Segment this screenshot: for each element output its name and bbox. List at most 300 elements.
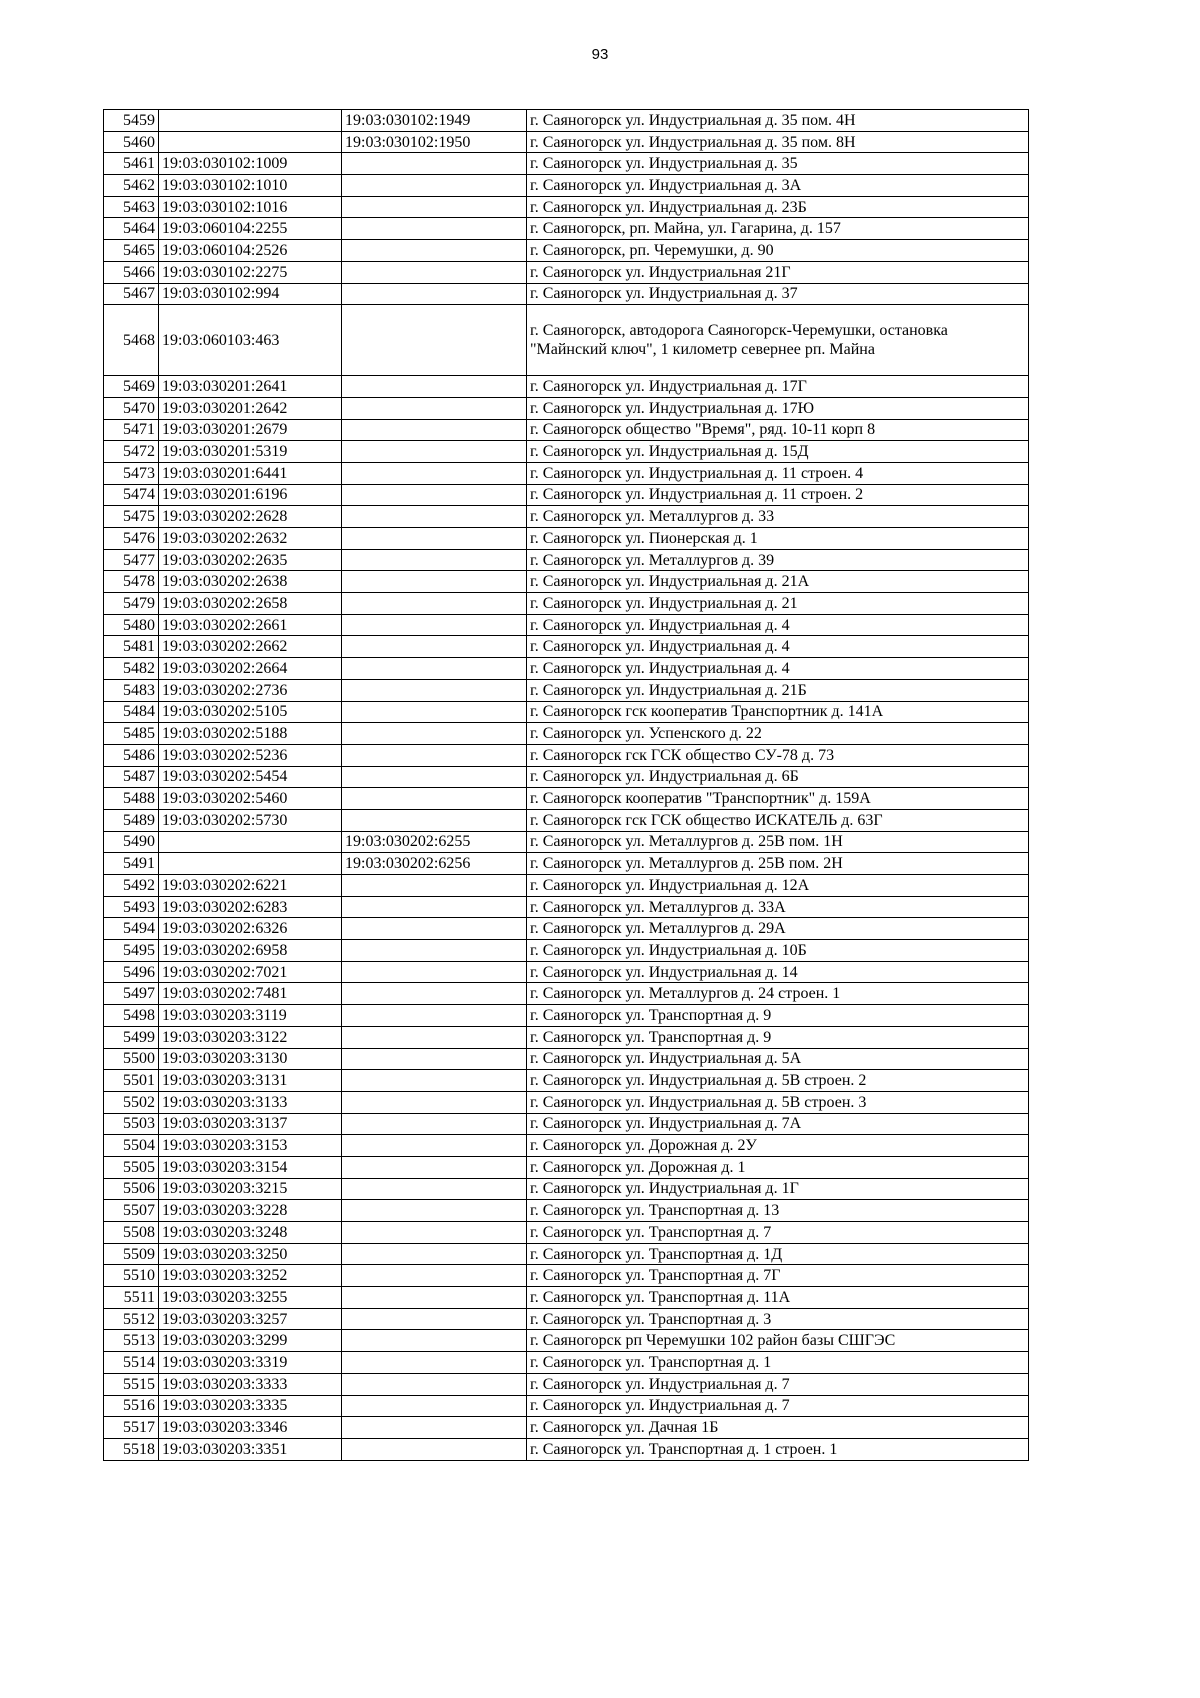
cadastral-number-cell — [159, 131, 342, 153]
cadastral-number-cell: 19:03:030203:3248 — [159, 1222, 342, 1244]
address-cell: г. Саяногорск ул. Индустриальная д. 14 — [527, 961, 1029, 983]
row-number-cell: 5461 — [104, 153, 159, 175]
table-row — [104, 305, 1029, 376]
address-cell: г. Саяногорск ул. Индустриальная д. 35 — [527, 153, 1029, 175]
cadastral-number-cell: 19:03:030203:3257 — [159, 1308, 342, 1330]
table-row — [104, 983, 1029, 1005]
address-cell: г. Саяногорск ул. Индустриальная д. 17Ю — [527, 397, 1029, 419]
cadastral-number-cell — [159, 831, 342, 853]
cadastral-number-cell: 19:03:030203:3252 — [159, 1265, 342, 1287]
cadastral-number-cell: 19:03:030202:5460 — [159, 788, 342, 810]
address-cell: г. Саяногорск ул. Металлургов д. 39 — [527, 549, 1029, 571]
address-cell: г. Саяногорск ул. Индустриальная д. 21А — [527, 571, 1029, 593]
row-number-cell: 5470 — [104, 397, 159, 419]
premises-cadastral-number-cell — [342, 918, 527, 940]
table-row — [104, 1200, 1029, 1222]
cadastral-number-cell: 19:03:030102:1016 — [159, 196, 342, 218]
table-row — [104, 283, 1029, 305]
row-number-cell: 5500 — [104, 1048, 159, 1070]
premises-cadastral-number-cell — [342, 1265, 527, 1287]
premises-cadastral-number-cell: 19:03:030102:1949 — [342, 110, 527, 132]
premises-cadastral-number-cell — [342, 462, 527, 484]
table-row — [104, 593, 1029, 615]
cadastral-number-cell: 19:03:030203:3228 — [159, 1200, 342, 1222]
premises-cadastral-number-cell — [342, 1091, 527, 1113]
row-number-cell: 5506 — [104, 1178, 159, 1200]
table-row — [104, 744, 1029, 766]
row-number-cell: 5460 — [104, 131, 159, 153]
cadastral-number-cell: 19:03:030202:2638 — [159, 571, 342, 593]
cadastral-number-cell: 19:03:030203:3319 — [159, 1352, 342, 1374]
address-cell: г. Саяногорск ул. Индустриальная д. 1Г — [527, 1178, 1029, 1200]
premises-cadastral-number-cell — [342, 1395, 527, 1417]
premises-cadastral-number-cell — [342, 1308, 527, 1330]
address-cell: г. Саяногорск ул. Индустриальная д. 7 — [527, 1373, 1029, 1395]
row-number-cell: 5464 — [104, 218, 159, 240]
address-cell: г. Саяногорск ул. Металлургов д. 24 строен. 1 — [527, 983, 1029, 1005]
table-row — [104, 1395, 1029, 1417]
row-number-cell: 5508 — [104, 1222, 159, 1244]
premises-cadastral-number-cell — [342, 1048, 527, 1070]
cadastral-number-cell: 19:03:030201:2679 — [159, 419, 342, 441]
address-cell: г. Саяногорск ул. Индустриальная д. 35 пом. 8Н — [527, 131, 1029, 153]
address-cell: г. Саяногорск ул. Индустриальная д. 12А — [527, 875, 1029, 897]
table-row — [104, 1156, 1029, 1178]
row-number-cell: 5492 — [104, 875, 159, 897]
registry-table-body — [104, 110, 1029, 1461]
row-number-cell: 5485 — [104, 723, 159, 745]
row-number-cell: 5488 — [104, 788, 159, 810]
cadastral-number-cell: 19:03:030203:3215 — [159, 1178, 342, 1200]
row-number-cell: 5471 — [104, 419, 159, 441]
row-number-cell: 5482 — [104, 658, 159, 680]
row-number-cell: 5486 — [104, 744, 159, 766]
address-cell: г. Саяногорск ул. Дачная 1Б — [527, 1417, 1029, 1439]
row-number-cell: 5515 — [104, 1373, 159, 1395]
premises-cadastral-number-cell — [342, 305, 527, 376]
address-cell: г. Саяногорск ул. Индустриальная д. 17Г — [527, 376, 1029, 398]
address-cell: г. Саяногорск ул. Индустриальная д. 3А — [527, 175, 1029, 197]
row-number-cell: 5487 — [104, 766, 159, 788]
premises-cadastral-number-cell — [342, 571, 527, 593]
row-number-cell: 5518 — [104, 1438, 159, 1460]
cadastral-number-cell: 19:03:030202:7021 — [159, 961, 342, 983]
premises-cadastral-number-cell — [342, 1113, 527, 1135]
row-number-cell: 5509 — [104, 1243, 159, 1265]
cadastral-number-cell: 19:03:030202:6221 — [159, 875, 342, 897]
cadastral-number-cell: 19:03:030202:5188 — [159, 723, 342, 745]
page-number: 93 — [591, 46, 609, 63]
row-number-cell: 5484 — [104, 701, 159, 723]
cadastral-number-cell: 19:03:030203:3119 — [159, 1005, 342, 1027]
cadastral-number-cell: 19:03:060104:2526 — [159, 240, 342, 262]
cadastral-number-cell: 19:03:030202:2632 — [159, 528, 342, 550]
premises-cadastral-number-cell — [342, 744, 527, 766]
table-row — [104, 110, 1029, 132]
row-number-cell: 5491 — [104, 853, 159, 875]
address-cell: г. Саяногорск ул. Транспортная д. 7 — [527, 1222, 1029, 1244]
cadastral-number-cell: 19:03:030201:6196 — [159, 484, 342, 506]
row-number-cell: 5469 — [104, 376, 159, 398]
table-row — [104, 462, 1029, 484]
table-row — [104, 723, 1029, 745]
cadastral-number-cell — [159, 853, 342, 875]
address-cell: г. Саяногорск ул. Индустриальная д. 35 пом. 4Н — [527, 110, 1029, 132]
address-cell: г. Саяногорск ул. Индустриальная д. 21 — [527, 593, 1029, 615]
premises-cadastral-number-cell — [342, 788, 527, 810]
cadastral-number-cell: 19:03:030102:994 — [159, 283, 342, 305]
address-cell: г. Саяногорск ул. Индустриальная д. 5В строен. 2 — [527, 1070, 1029, 1092]
premises-cadastral-number-cell — [342, 283, 527, 305]
cadastral-number-cell: 19:03:030202:5105 — [159, 701, 342, 723]
address-cell: г. Саяногорск ул. Транспортная д. 11А — [527, 1287, 1029, 1309]
row-number-cell: 5507 — [104, 1200, 159, 1222]
address-cell: г. Саяногорск гск ГСК общество СУ-78 д. 73 — [527, 744, 1029, 766]
address-cell: г. Саяногорск ул. Пионерская д. 1 — [527, 528, 1029, 550]
row-number-cell: 5504 — [104, 1135, 159, 1157]
premises-cadastral-number-cell — [342, 961, 527, 983]
table-row — [104, 766, 1029, 788]
premises-cadastral-number-cell: 19:03:030202:6255 — [342, 831, 527, 853]
cadastral-number-cell: 19:03:030202:2658 — [159, 593, 342, 615]
row-number-cell: 5474 — [104, 484, 159, 506]
table-row — [104, 1113, 1029, 1135]
table-row — [104, 441, 1029, 463]
premises-cadastral-number-cell — [342, 701, 527, 723]
cadastral-number-cell: 19:03:030203:3299 — [159, 1330, 342, 1352]
table-row — [104, 1048, 1029, 1070]
premises-cadastral-number-cell — [342, 484, 527, 506]
row-number-cell: 5497 — [104, 983, 159, 1005]
premises-cadastral-number-cell: 19:03:030102:1950 — [342, 131, 527, 153]
premises-cadastral-number-cell — [342, 506, 527, 528]
cadastral-number-cell: 19:03:030201:5319 — [159, 441, 342, 463]
row-number-cell: 5514 — [104, 1352, 159, 1374]
premises-cadastral-number-cell — [342, 153, 527, 175]
address-cell: г. Саяногорск ул. Успенского д. 22 — [527, 723, 1029, 745]
address-cell: г. Саяногорск ул. Металлургов д. 33 — [527, 506, 1029, 528]
premises-cadastral-number-cell — [342, 1287, 527, 1309]
cadastral-number-cell: 19:03:030203:3351 — [159, 1438, 342, 1460]
cadastral-number-cell: 19:03:030201:2641 — [159, 376, 342, 398]
cadastral-number-cell: 19:03:030202:5236 — [159, 744, 342, 766]
premises-cadastral-number-cell — [342, 218, 527, 240]
premises-cadastral-number-cell — [342, 261, 527, 283]
address-cell: г. Саяногорск ул. Дорожная д. 2У — [527, 1135, 1029, 1157]
cadastral-number-cell: 19:03:030203:3333 — [159, 1373, 342, 1395]
premises-cadastral-number-cell — [342, 419, 527, 441]
address-cell: г. Саяногорск ул. Индустриальная д. 7А — [527, 1113, 1029, 1135]
row-number-cell: 5465 — [104, 240, 159, 262]
row-number-cell: 5501 — [104, 1070, 159, 1092]
premises-cadastral-number-cell — [342, 1373, 527, 1395]
cadastral-number-cell: 19:03:030202:5730 — [159, 809, 342, 831]
table-row — [104, 1287, 1029, 1309]
address-cell: г. Саяногорск ул. Индустриальная 21Г — [527, 261, 1029, 283]
table-row — [104, 1070, 1029, 1092]
cadastral-number-cell: 19:03:030202:2635 — [159, 549, 342, 571]
premises-cadastral-number-cell — [342, 1222, 527, 1244]
address-cell: г. Саяногорск ул. Индустриальная д. 15Д — [527, 441, 1029, 463]
table-row — [104, 240, 1029, 262]
address-cell: г. Саяногорск ул. Дорожная д. 1 — [527, 1156, 1029, 1178]
address-cell: г. Саяногорск ул. Индустриальная д. 37 — [527, 283, 1029, 305]
address-cell: г. Саяногорск ул. Индустриальная д. 4 — [527, 658, 1029, 680]
cadastral-number-cell: 19:03:030102:2275 — [159, 261, 342, 283]
row-number-cell: 5481 — [104, 636, 159, 658]
address-cell: г. Саяногорск ул. Транспортная д. 1Д — [527, 1243, 1029, 1265]
row-number-cell: 5502 — [104, 1091, 159, 1113]
row-number-cell: 5505 — [104, 1156, 159, 1178]
premises-cadastral-number-cell — [342, 614, 527, 636]
cadastral-number-cell — [159, 110, 342, 132]
table-row — [104, 218, 1029, 240]
cadastral-number-cell: 19:03:030203:3255 — [159, 1287, 342, 1309]
premises-cadastral-number-cell — [342, 983, 527, 1005]
address-cell: г. Саяногорск, рп. Черемушки, д. 90 — [527, 240, 1029, 262]
table-row — [104, 397, 1029, 419]
cadastral-number-cell: 19:03:030203:3335 — [159, 1395, 342, 1417]
row-number-cell: 5462 — [104, 175, 159, 197]
row-number-cell: 5463 — [104, 196, 159, 218]
premises-cadastral-number-cell — [342, 441, 527, 463]
premises-cadastral-number-cell — [342, 196, 527, 218]
cadastral-number-cell: 19:03:030202:6958 — [159, 940, 342, 962]
cadastral-number-cell: 19:03:030202:2661 — [159, 614, 342, 636]
table-row — [104, 853, 1029, 875]
address-cell: г. Саяногорск ул. Индустриальная д. 4 — [527, 636, 1029, 658]
table-row — [104, 1178, 1029, 1200]
premises-cadastral-number-cell — [342, 175, 527, 197]
premises-cadastral-number-cell — [342, 240, 527, 262]
premises-cadastral-number-cell — [342, 875, 527, 897]
premises-cadastral-number-cell — [342, 636, 527, 658]
row-number-cell: 5493 — [104, 896, 159, 918]
premises-cadastral-number-cell: 19:03:030202:6256 — [342, 853, 527, 875]
row-number-cell: 5468 — [104, 305, 159, 376]
premises-cadastral-number-cell — [342, 1330, 527, 1352]
table-row — [104, 1265, 1029, 1287]
table-row — [104, 896, 1029, 918]
premises-cadastral-number-cell — [342, 1352, 527, 1374]
table-row — [104, 875, 1029, 897]
table-row — [104, 1135, 1029, 1157]
premises-cadastral-number-cell — [342, 658, 527, 680]
cadastral-number-cell: 19:03:030102:1009 — [159, 153, 342, 175]
address-cell: г. Саяногорск ул. Металлургов д. 25В пом. 1Н — [527, 831, 1029, 853]
premises-cadastral-number-cell — [342, 1178, 527, 1200]
address-cell: г. Саяногорск ул. Транспортная д. 13 — [527, 1200, 1029, 1222]
table-row — [104, 1243, 1029, 1265]
table-row — [104, 788, 1029, 810]
table-row — [104, 528, 1029, 550]
table-row — [104, 1005, 1029, 1027]
table-row — [104, 831, 1029, 853]
premises-cadastral-number-cell — [342, 766, 527, 788]
cadastral-number-cell: 19:03:030202:7481 — [159, 983, 342, 1005]
row-number-cell: 5516 — [104, 1395, 159, 1417]
row-number-cell: 5483 — [104, 679, 159, 701]
table-row — [104, 196, 1029, 218]
address-cell: г. Саяногорск, рп. Майна, ул. Гагарина, д. 157 — [527, 218, 1029, 240]
address-cell: г. Саяногорск ул. Индустриальная д. 7 — [527, 1395, 1029, 1417]
cadastral-number-cell: 19:03:030203:3137 — [159, 1113, 342, 1135]
premises-cadastral-number-cell — [342, 1417, 527, 1439]
table-row — [104, 1352, 1029, 1374]
premises-cadastral-number-cell — [342, 679, 527, 701]
table-row — [104, 1373, 1029, 1395]
table-row — [104, 1330, 1029, 1352]
table-row — [104, 571, 1029, 593]
row-number-cell: 5459 — [104, 110, 159, 132]
premises-cadastral-number-cell — [342, 376, 527, 398]
table-row — [104, 614, 1029, 636]
address-cell: г. Саяногорск ул. Металлургов д. 29А — [527, 918, 1029, 940]
table-row — [104, 1026, 1029, 1048]
cadastral-number-cell: 19:03:030201:6441 — [159, 462, 342, 484]
table-row — [104, 658, 1029, 680]
table-row — [104, 506, 1029, 528]
address-cell: г. Саяногорск кооператив "Транспортник" д. 159А — [527, 788, 1029, 810]
premises-cadastral-number-cell — [342, 809, 527, 831]
row-number-cell: 5467 — [104, 283, 159, 305]
row-number-cell: 5490 — [104, 831, 159, 853]
cadastral-number-cell: 19:03:030203:3153 — [159, 1135, 342, 1157]
address-cell: г. Саяногорск гск кооператив Транспортник д. 141А — [527, 701, 1029, 723]
row-number-cell: 5480 — [104, 614, 159, 636]
table-row — [104, 261, 1029, 283]
address-cell: г. Саяногорск общество "Время", ряд. 10-11 корп 8 — [527, 419, 1029, 441]
table-row — [104, 809, 1029, 831]
row-number-cell: 5472 — [104, 441, 159, 463]
row-number-cell: 5475 — [104, 506, 159, 528]
address-cell: г. Саяногорск ул. Индустриальная д. 4 — [527, 614, 1029, 636]
cadastral-number-cell: 19:03:030202:6326 — [159, 918, 342, 940]
cadastral-number-cell: 19:03:030202:2664 — [159, 658, 342, 680]
premises-cadastral-number-cell — [342, 1438, 527, 1460]
cadastral-number-cell: 19:03:030202:2736 — [159, 679, 342, 701]
premises-cadastral-number-cell — [342, 1026, 527, 1048]
row-number-cell: 5479 — [104, 593, 159, 615]
address-cell: г. Саяногорск ул. Индустриальная д. 21Б — [527, 679, 1029, 701]
registry-table — [103, 109, 1029, 1461]
premises-cadastral-number-cell — [342, 1135, 527, 1157]
table-row — [104, 961, 1029, 983]
row-number-cell: 5498 — [104, 1005, 159, 1027]
address-cell: г. Саяногорск ул. Металлургов д. 25В пом. 2Н — [527, 853, 1029, 875]
table-row — [104, 940, 1029, 962]
premises-cadastral-number-cell — [342, 723, 527, 745]
premises-cadastral-number-cell — [342, 593, 527, 615]
address-cell: г. Саяногорск ул. Транспортная д. 9 — [527, 1026, 1029, 1048]
address-cell: г. Саяногорск, автодорога Саяногорск-Черемушки, остановка "Майнский ключ", 1 километр севернее рп. Майна — [527, 305, 1029, 376]
row-number-cell: 5499 — [104, 1026, 159, 1048]
row-number-cell: 5494 — [104, 918, 159, 940]
cadastral-number-cell: 19:03:060103:463 — [159, 305, 342, 376]
cadastral-number-cell: 19:03:030202:6283 — [159, 896, 342, 918]
address-cell: г. Саяногорск ул. Индустриальная д. 10Б — [527, 940, 1029, 962]
row-number-cell: 5489 — [104, 809, 159, 831]
address-cell: г. Саяногорск ул. Транспортная д. 3 — [527, 1308, 1029, 1330]
premises-cadastral-number-cell — [342, 940, 527, 962]
row-number-cell: 5496 — [104, 961, 159, 983]
cadastral-number-cell: 19:03:030102:1010 — [159, 175, 342, 197]
table-row — [104, 1091, 1029, 1113]
row-number-cell: 5510 — [104, 1265, 159, 1287]
row-number-cell: 5478 — [104, 571, 159, 593]
address-cell: г. Саяногорск ул. Транспортная д. 1 — [527, 1352, 1029, 1374]
table-row — [104, 1417, 1029, 1439]
cadastral-number-cell: 19:03:060104:2255 — [159, 218, 342, 240]
table-row — [104, 175, 1029, 197]
address-cell: г. Саяногорск ул. Транспортная д. 7Г — [527, 1265, 1029, 1287]
address-cell: г. Саяногорск гск ГСК общество ИСКАТЕЛЬ д. 63Г — [527, 809, 1029, 831]
address-cell: г. Саяногорск ул. Индустриальная д. 11 строен. 2 — [527, 484, 1029, 506]
row-number-cell: 5473 — [104, 462, 159, 484]
address-cell: г. Саяногорск ул. Индустриальная д. 5В строен. 3 — [527, 1091, 1029, 1113]
row-number-cell: 5476 — [104, 528, 159, 550]
address-cell: г. Саяногорск ул. Транспортная д. 1 строен. 1 — [527, 1438, 1029, 1460]
premises-cadastral-number-cell — [342, 549, 527, 571]
cadastral-number-cell: 19:03:030203:3131 — [159, 1070, 342, 1092]
row-number-cell: 5513 — [104, 1330, 159, 1352]
table-row — [104, 1308, 1029, 1330]
cadastral-number-cell: 19:03:030202:2662 — [159, 636, 342, 658]
table-row — [104, 1438, 1029, 1460]
cadastral-number-cell: 19:03:030203:3154 — [159, 1156, 342, 1178]
table-row — [104, 376, 1029, 398]
table-row — [104, 636, 1029, 658]
cadastral-number-cell: 19:03:030203:3122 — [159, 1026, 342, 1048]
cadastral-number-cell: 19:03:030202:2628 — [159, 506, 342, 528]
premises-cadastral-number-cell — [342, 528, 527, 550]
cadastral-number-cell: 19:03:030203:3346 — [159, 1417, 342, 1439]
premises-cadastral-number-cell — [342, 1070, 527, 1092]
address-cell: г. Саяногорск ул. Индустриальная д. 23Б — [527, 196, 1029, 218]
row-number-cell: 5495 — [104, 940, 159, 962]
address-cell: г. Саяногорск ул. Индустриальная д. 5А — [527, 1048, 1029, 1070]
row-number-cell: 5512 — [104, 1308, 159, 1330]
cadastral-number-cell: 19:03:030203:3133 — [159, 1091, 342, 1113]
row-number-cell: 5511 — [104, 1287, 159, 1309]
premises-cadastral-number-cell — [342, 397, 527, 419]
address-cell: г. Саяногорск ул. Индустриальная д. 11 строен. 4 — [527, 462, 1029, 484]
address-cell: г. Саяногорск ул. Металлургов д. 33А — [527, 896, 1029, 918]
table-row — [104, 701, 1029, 723]
cadastral-number-cell: 19:03:030203:3130 — [159, 1048, 342, 1070]
table-row — [104, 549, 1029, 571]
address-cell: г. Саяногорск ул. Транспортная д. 9 — [527, 1005, 1029, 1027]
table-row — [104, 679, 1029, 701]
table-row — [104, 1222, 1029, 1244]
premises-cadastral-number-cell — [342, 1243, 527, 1265]
address-cell: г. Саяногорск рп Черемушки 102 район базы СШГЭС — [527, 1330, 1029, 1352]
row-number-cell: 5503 — [104, 1113, 159, 1135]
address-cell: г. Саяногорск ул. Индустриальная д. 6Б — [527, 766, 1029, 788]
premises-cadastral-number-cell — [342, 1156, 527, 1178]
cadastral-number-cell: 19:03:030203:3250 — [159, 1243, 342, 1265]
table-row — [104, 484, 1029, 506]
cadastral-number-cell: 19:03:030201:2642 — [159, 397, 342, 419]
row-number-cell: 5477 — [104, 549, 159, 571]
row-number-cell: 5466 — [104, 261, 159, 283]
table-row — [104, 918, 1029, 940]
table-row — [104, 153, 1029, 175]
premises-cadastral-number-cell — [342, 1005, 527, 1027]
cadastral-number-cell: 19:03:030202:5454 — [159, 766, 342, 788]
table-row — [104, 131, 1029, 153]
row-number-cell: 5517 — [104, 1417, 159, 1439]
